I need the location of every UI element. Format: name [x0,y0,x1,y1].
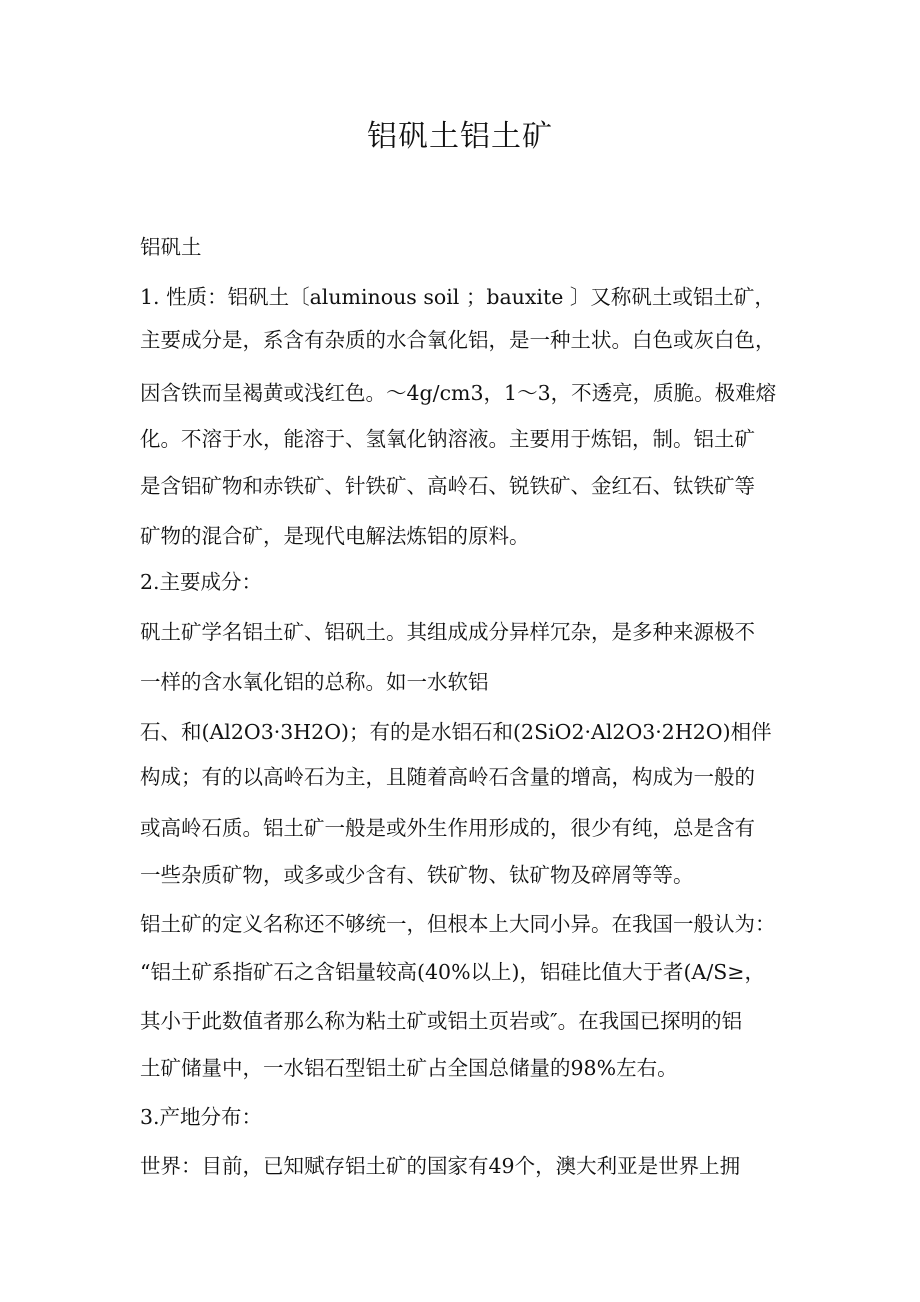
document-title: 铝矾土铝土矿 [367,119,553,154]
paragraph-line: 矿物的混合矿，是现代电解法炼铝的原料。 [140,524,530,548]
section-heading: 3.产地分布： [140,1105,263,1129]
paragraph-line: 主要成分是，系含有杂质的水合氧化铝，是一种土状。白色或灰白色， [140,328,776,352]
paragraph-line: 土矿储量中，一水铝石型铝土矿占全国总储量的98%左右。 [140,1056,678,1080]
paragraph-line: 其小于此数值者那么称为粘土矿或铝土页岩或″。在我国已探明的铝 [140,1009,743,1033]
paragraph-line: 矾土矿学名铝土矿、铝矾土。其组成成分异样冗杂，是多种来源极不 [140,620,755,644]
paragraph-line: 世界：目前，已知赋存铝土矿的国家有49个，澳大利亚是世界上拥 [140,1154,741,1178]
section-heading: 铝矾土 [140,235,202,259]
paragraph-line: 一些杂质矿物，或多或少含有、铁矿物、钛矿物及碎屑等等。 [140,863,694,887]
paragraph-line: 一样的含水氧化铝的总称。如一水软铝 [140,670,489,694]
paragraph-line: 化。不溶于水，能溶于、氢氧化钠溶液。主要用于炼铝，制。铝土矿 [140,427,755,451]
paragraph-line: 石、和(Al2O3·3H2O)；有的是水铝石和(2SiO2·Al2O3·2H2O)相伴 [140,720,772,744]
paragraph-line: 是含铝矿物和赤铁矿、针铁矿、高岭石、锐铁矿、金红石、钛铁矿等 [140,474,755,498]
paragraph-line: 或高岭石质。铝土矿一般是或外生作用形成的，很少有纯，总是含有 [140,816,755,840]
paragraph-line: 因含铁而呈褐黄或浅红色。～4g/cm3，1～3，不透亮，质脆。极难熔 [140,381,777,405]
paragraph-line: “铝土矿系指矿石之含铝量较高(40%以上)，铝硅比值大于者(A/S≥， [140,960,765,984]
paragraph-line: 1. 性质：铝矾土〔aluminous soil ；bauxite 〕又称矾土或铝土矿， [140,285,775,309]
paragraph-line: 构成；有的以高岭石为主，且随着高岭石含量的增高，构成为一般的 [140,765,755,789]
paragraph-line: 铝土矿的定义名称还不够统一，但根本上大同小异。在我国一般认为： [140,912,776,936]
section-heading: 2.主要成分： [140,570,263,594]
